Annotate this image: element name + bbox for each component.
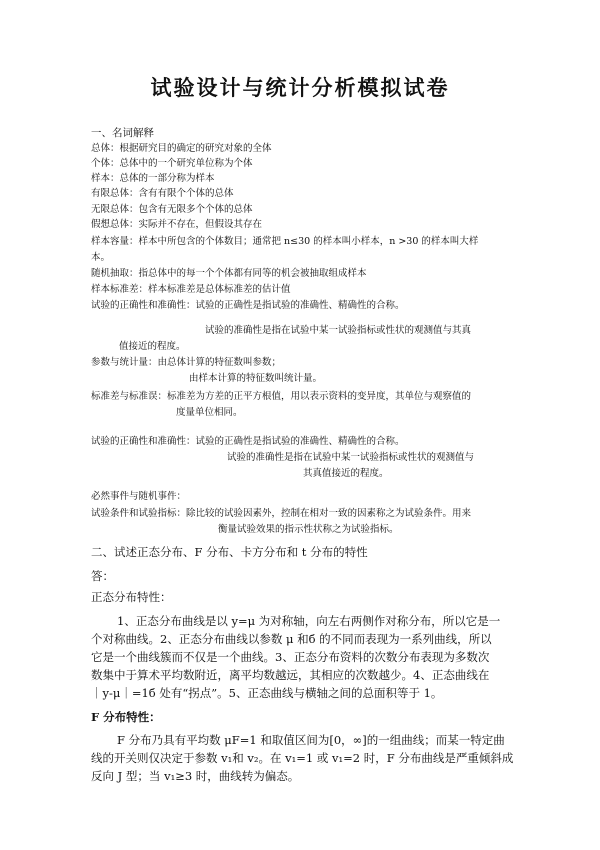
definition-line: 总体：根据研究目的确定的研究对象的全体 (91, 143, 272, 154)
paragraph-line: ｜y-μ｜=1б 处有“拐点”。5、正态曲线与横轴之间的总面积等于 1。 (91, 686, 443, 700)
definition-line: 个体：总体中的一个研究单位称为个体 (91, 158, 253, 169)
definition-line: 衡量试验效果的指示性状称之为试验指标。 (218, 524, 399, 535)
page-title: 试验设计与统计分析模拟试卷 (150, 76, 450, 100)
definition-line: 其真值接近的程度。 (303, 468, 389, 479)
definition-line: 参数与统计量：由总体计算的特征数叫参数； (91, 357, 282, 368)
definition-line: 试验的准确性是指在试验中某一试验指标或性状的观测值与其真 (205, 325, 472, 336)
definition-line: 试验的正确性和准确性：试验的正确性是指试验的准确性、精确性的合称。 (91, 300, 405, 311)
definition-line: 标准差与标准误：标准差为方差的正平方根值，用以表示资料的变异度，其单位与观察值的 (91, 391, 472, 402)
definition-line: 必然事件与随机事件： (91, 491, 187, 502)
section-heading: 一、名词解释 (91, 127, 154, 139)
definition-line: 值接近的程度。 (119, 341, 186, 352)
paragraph-line: 线的开关则仅决定于参数 v₁和 v₂。在 v₁=1 或 v₁=2 时，F 分布曲线是严重倾斜成 (91, 751, 514, 765)
definition-line: 假想总体：实际并不存在，但假设其存在 (91, 219, 263, 230)
definition-line: 由样本计算的特征数叫统计量。 (189, 373, 323, 384)
definition-line: 试验条件和试验指标：除比较的试验因素外，控制在相对一致的因素称之为试验条件。用来 (91, 508, 472, 519)
f-distribution-heading: F 分布特性： (91, 710, 161, 724)
paragraph-line: 个对称曲线。2、正态分布曲线以参数 μ 和б 的不同而表现为一系列曲线，所以 (91, 632, 492, 646)
paragraph-line: F 分布乃具有平均数 μF=1 和取值区间为[0，∞]的一组曲线；而某一特定曲 (117, 733, 505, 747)
definition-line: 样本容量：样本中所包含的个体数目；通常把 n≤30 的样本叫小样本，n >30 的样本叫大样 (91, 236, 479, 247)
paragraph-line: 1、正态分布曲线是以 y=μ 为对称轴，向左右两侧作对称分布，所以它是一 (117, 614, 501, 628)
definition-line: 随机抽取：指总体中的每一个个体都有同等的机会被抽取组成样本 (91, 268, 367, 279)
paragraph-line: 它是一个曲线簇而不仅是一个曲线。3、正态分布资料的次数分布表现为多数次 (91, 650, 490, 664)
definition-line: 试验的准确性是指在试验中某一试验指标或性状的观测值与 (227, 452, 475, 463)
definition-line: 试验的正确性和准确性：试验的正确性是指试验的准确性、精确性的合称。 (91, 436, 405, 447)
section-heading: 二、试述正态分布、F 分布、卡方分布和 t 分布的特性 (91, 545, 368, 559)
definition-line: 无限总体：包含有无限多个个体的总体 (91, 204, 253, 215)
definition-line: 有限总体：含有有限个个体的总体 (91, 188, 234, 199)
definition-line: 样本：总体的一部分称为样本 (91, 173, 215, 184)
paragraph-line: 数集中于算术平均数附近，离平均数越远，其相应的次数越少。4、正态曲线在 (91, 668, 490, 682)
definition-line: 度量单位相同。 (176, 407, 243, 418)
definition-line: 样本标准差：样本标准差是总体标准差的估计值 (91, 284, 291, 295)
definition-line: 本。 (91, 252, 111, 263)
answer-label: 答： (91, 569, 114, 583)
normal-distribution-heading: 正态分布特性： (91, 590, 172, 604)
paragraph-line: 反向 J 型；当 v₁≥3 时，曲线转为偏态。 (91, 769, 300, 783)
